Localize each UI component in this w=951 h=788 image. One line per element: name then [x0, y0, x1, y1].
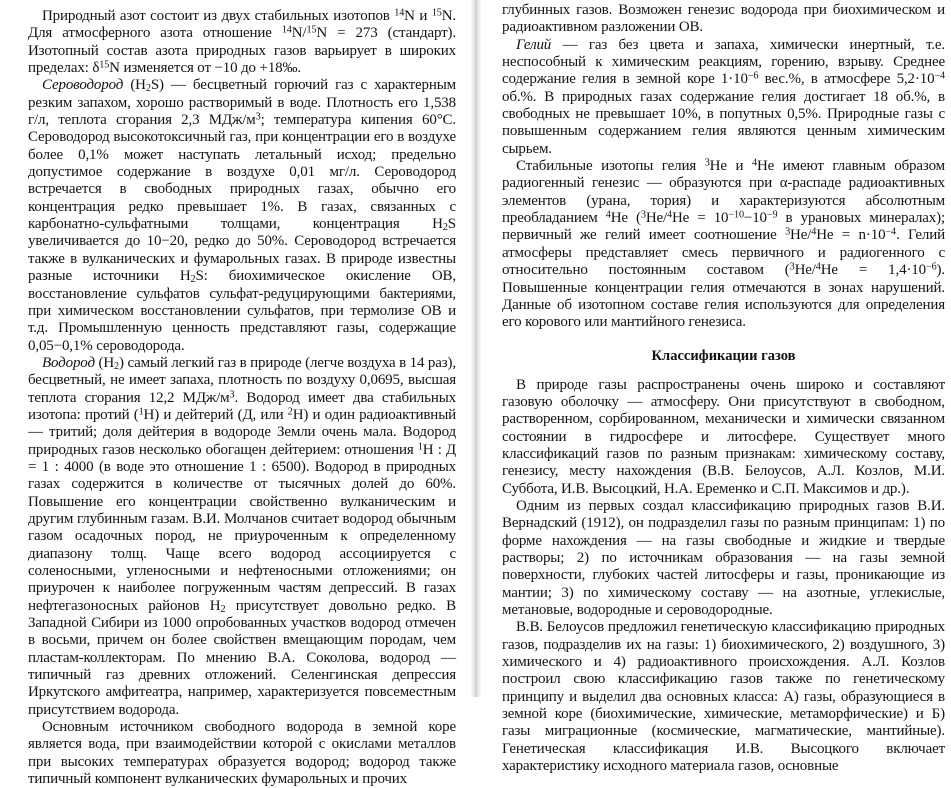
paragraph-vernadsky-classification: Одним из первых создал классификацию природных газов В.И. Вернадский (1912), он подразделил газы по разным принципам: 1) по форме нахождения — на газы свободные и жидкие и твердые растворы; 2) по источникам образования — на газы земной поверхности, глубоких частей литосферы и газы, проникающие из мантии; 3) по химическому составу — на азотные, углекислые, метановые, водородные и сероводородные.: [502, 497, 945, 618]
paragraph-hydrogen-sulfide: Сероводород $(H_2S)$ — бесцветный горючий газ с характерным резким запахом, хорошо растворимый в воде. Плотность его 1,538 г/л, теплота сгорания 2,3 МДж/$м^3$; температура кипения 60°С. Сероводород высокотоксичный газ, при концентрации его в воздухе более 0,1% может наступать летальный исход; предельно допустимое содержание в воздухе 0,01 мг/л. Сероводород встречается в свободных природных газах, обычно его концентрация редко превышает 1%. В газах, связанных с карбонатно-сульфатными толщами, концентрация $H_2S$ увеличивается до 10−20, редко до 50%. Сероводород встречается также в вулканических и фумарольных газах. В природе известны разные источники $H_2S$: биохимическое окисление ОВ, восстановление сульфатов сульфат-редуцирующими бактериями, при химическом восстановлении сульфатов, при термолизе ОВ и т.д. Промышленную ценность представляют газы, содержащие 0,05−0,1% сероводорода.: [28, 77, 457, 354]
paragraph-belousov-classification: В.В. Белоусов предложил генетическую классификацию природных газов, подразделив их на газы: 1) биохимического, 2) воздушного, 3) химического и 4) радиоактивного происхождения. А.Л. Козлов построил свою классификацию газов также по генетическому принципу и выделил два основных класса: А) газы, образующиеся в земной коре (биохимические, химические, метаморфические) и Б) газы миграционные (космические, магматические, мантийные). Генетическая классификация И.В. Высоцкого включает характеристику исходного материала газов, основные: [502, 619, 945, 775]
paragraph-gas-distribution: В природе газы распространены очень широко и составляют газовую оболочку — атмосферу. Они присутствуют в свободном, растворенном, сорбированном, механически и химически связанном состоянии в гидросфере и литосфере. Существует много классификаций газов по разным признакам: химическому составу, генезису, месту нахождения (В.В. Белоусов, А.Л. Козлов, М.И. Суббота, И.В. Высоцкий, Н.А. Еременко и С.П. Максимов и др.).: [502, 376, 945, 497]
right-page: [488, 0, 951, 775]
paragraph-helium: Гелий — газ без цвета и запаха, химически инертный, т.е. неспособный к химическим реакциям, горению, взрыву. Среднее содержание гелия в земной коре $1\cdot 10^{-6}$ вес.%, в атмосфере $5,2\cdot 10^{-4}$ об.%. В природных газах содержание гелия достигает 18 об.%, в свободных не превышает 10%, в попутных 0,5%. Природные газы с повышенным содержанием гелия являются ценным химическим сырьем.: [502, 36, 945, 157]
section-heading-gas-classifications: Классификации газов: [651, 347, 796, 364]
book-gutter: [470, 0, 482, 697]
paragraph-hydrogen: Водород $(H_2)$ самый легкий газ в природе (легче воздуха в 14 раз), бесцветный, не имеет запаха, плотность по воздуху 0,0695, высшая теплота сгорания 12,2 МДж/$м^3$. Водород имеет два стабильных изотопа: протий ($^1$H) и дейтерий (Д, или $^2$H) и один радиоактивный — тритий; доля дейтерия в водороде Земли очень мала. Водород природных газов несколько обогащен дейтерием: отношения $^1$H : Д = 1 : 4000 (в воде это отношение 1 : 6500). Водород в природных газах содержится в количестве от тысячных долей до 60%. Повышение его концентрации свойственно вулканическим и другим глубинным газам. В.И. Молчанов считает водород обычным газом осадочных пород, не приуроченным к определенному диапазону толщ. Чаще всего водород ассоциируется с соленосными, угленосными и нефтеносными отложениями; он приурочен к наиболее погруженным частям депрессий. В газах нефтегазоносных районов $H_2$ присутствует довольно редко. В Западной Сибири из 1000 опробованных участков водород отмечен в восьми, причем он более свойствен вмещающим породам, чем пластам-коллекторам. По мнению В.А. Соколова, водород — типичный газ древних отложений. Селенгинская депрессия Иркутского амфитеатра, например, характеризуется повсеместным присутствием водорода.: [28, 354, 456, 718]
paragraph-helium-isotopes: Стабильные изотопы гелия $^3$He и $^4$He имеют главным образом радиогенный генезис — образуются при α-распаде радиоактивных элементов (урана, тория) и характеризуются абсолютным преобладанием $^4$He ($^3He/^4He = 10^{-10}-10^{-9}$ в урановых минералах); первичный же гелий имеет соотношение $^3He/^4He = n\cdot 10^{-4}$. Гелий атмосферы представляет смесь первичного и радиогенного с относительно постоянным составом $(^3He/^4He = 1,4\cdot 10^{-6})$. Повышенные концентрации гелия отмечаются в зонах нарушений. Данные об изотопном составе гелия используются для определения его корового или мантийного генезиса.: [502, 157, 946, 331]
paragraph-hydrogen-sources: Основным источником свободного водорода в земной коре является вода, при взаимодействии которой с окислами металлов при высоких температурах образуется водород; водород также типичный компонент вулканических фумарольных и прочих: [28, 719, 456, 788]
left-page: [0, 0, 466, 788]
paragraph-nitrogen-isotopes: Природный азот состоит из двух стабильных изотопов $^{14}$N и $^{15}$N. Для атмосферного азота отношение $^{14}$N/$^{15}$N = 273 (стандарт). Изотопный состав азота природных газов варьирует в широких пределах: $\delta^{15}N$ изменяется от −10 до +18‰.: [28, 7, 456, 77]
paragraph-continued: глубинных газов. Возможен генезис водорода при биохимическом и радиоактивном разложении ОВ.: [502, 2, 945, 36]
